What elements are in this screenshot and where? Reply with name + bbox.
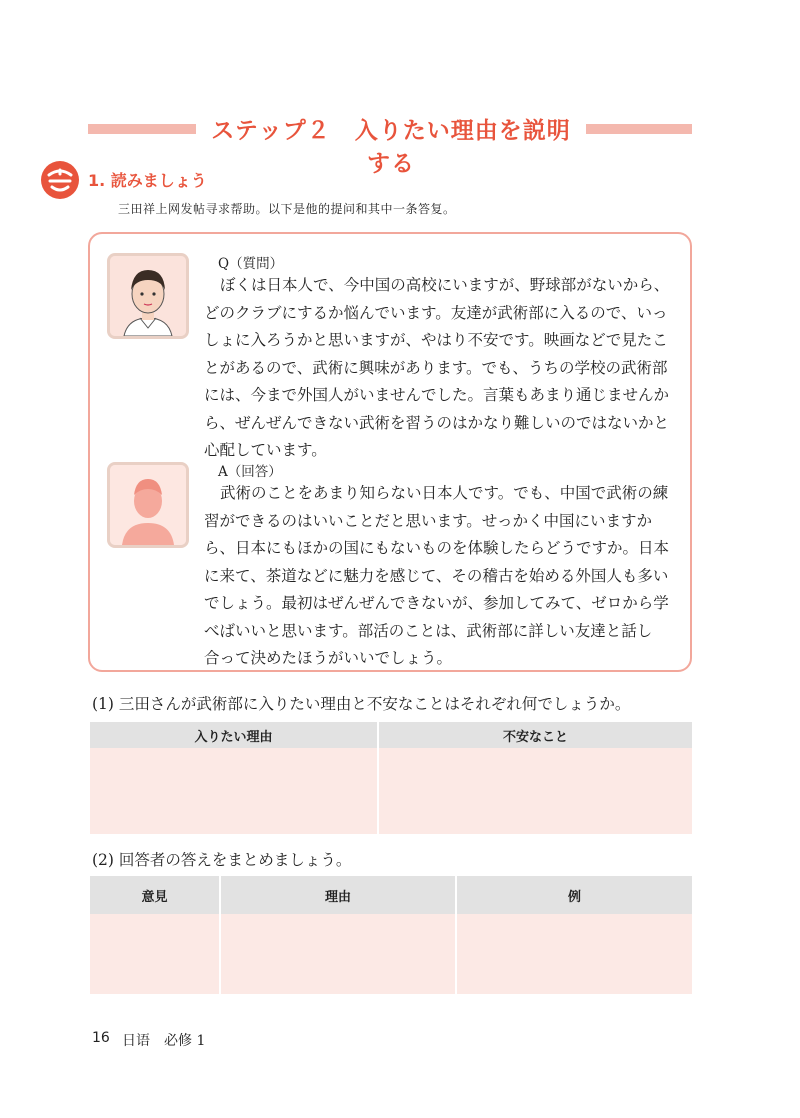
answer-label: A（回答） [218,464,282,480]
book-title: 日语 必修 1 [122,1033,206,1049]
answer-cell-worry[interactable] [378,748,692,834]
table-header-opinion: 意見 [90,876,220,914]
question-line: とがあるので、武術に興味があります。でも、うちの学校の武術部 [204,358,668,377]
answer-cell-reason[interactable] [220,914,456,994]
header-bar-left [88,124,196,134]
answer-cell-opinion[interactable] [90,914,220,994]
question-line: しょに入ろうかと思いますが、やはり不安です。映画などで見たこ [204,331,668,349]
answer-line: に来て、茶道などに魅力を感じて、その稽古を始める外国人も多い [204,566,669,585]
answer-avatar [107,462,189,548]
header-bar-right [586,124,692,134]
answer-line: ら、日本にもほかの国にもないものを体験したらどうですか。日本 [204,539,670,557]
question-line: 心配しています。 [204,441,327,459]
question-1-text: (1) 三田さんが武術部に入りたい理由と不安なことはそれぞれ何でしょうか。 [92,695,631,713]
question-line: には、今まで外国人がいませんでした。言葉もあまり通じませんか [204,386,670,404]
table-header-reason: 入りたい理由 [90,722,378,748]
section-title: 1. 読みましょう [88,171,207,190]
question-2-text: (2) 回答者の答えをまとめましょう。 [92,851,352,869]
answer-line: でしょう。最初はぜんぜんできないが、参加してみて、ゼロから学 [204,594,669,612]
question-line: どのクラブにするか悩んでいます。友達が武術部に入るので、いっ [204,303,668,322]
table-header-example: 例 [456,876,692,914]
answer-line: 習ができるのはいいことだと思います。せっかく中国にいますか [204,511,652,530]
reading-icon [40,160,80,200]
boy-avatar-icon [110,256,186,336]
answer-line: 武術のことをあまり知らない日本人です。でも、中国で武術の練 [220,484,669,502]
answer-line: 合って決めたほうがいいでしょう。 [204,649,453,667]
answer-cell-example[interactable] [456,914,692,994]
section-subtitle: 三田祥上网发帖寻求帮助。以下是他的提问和其中一条答复。 [118,202,456,216]
table-header-reason: 理由 [220,876,456,914]
question-label: Q（質問） [218,256,284,272]
answer-text [204,480,674,673]
question-line: ら、ぜんぜんできない武術を習うのはかなり難しいのではないかと [204,413,670,432]
question-text [204,272,674,465]
reasons-worries-table [90,722,692,834]
table-header-worry: 不安なこと [378,722,692,748]
page-number: 16 [92,1030,110,1046]
answer-line: べばいいと思います。部活のことは、武術部に詳しい友達と話し [204,621,653,640]
question-avatar [107,253,189,339]
step-title: ステップ２ 入りたい理由を説明する [211,118,571,177]
summary-table [90,876,692,994]
person-silhouette-icon [110,465,186,545]
answer-cell-reason[interactable] [90,748,378,834]
question-line: ぼくは日本人で、今中国の高校にいますが、野球部がないから、 [220,276,670,294]
